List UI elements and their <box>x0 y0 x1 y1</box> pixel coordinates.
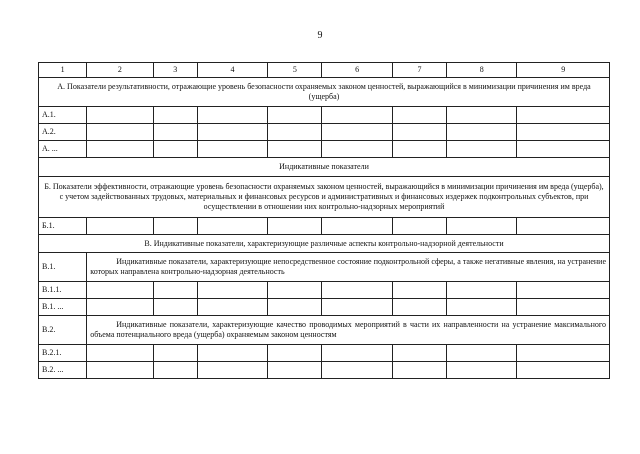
section-v-header-row <box>39 235 610 253</box>
page-number: 9 <box>317 30 323 41</box>
table-row <box>39 218 610 235</box>
cell <box>268 124 322 141</box>
cell <box>517 218 610 235</box>
cell <box>517 362 610 379</box>
column-header: 2 <box>87 63 153 78</box>
indicators-table <box>38 62 610 379</box>
cell <box>153 362 197 379</box>
cell <box>87 124 153 141</box>
section-v2-text: Индикативные показатели, характеризующие качество проводимых мероприятий в части их направленности на устранение максимального объема потенциального вреда (ущерба) охраняемым законом ценностям <box>87 316 610 345</box>
section-a-header-row <box>39 78 610 107</box>
section-v1-text: Индикативные показатели, характеризующие непосредственное состояние подконтрольной сферы, а также негативные явления, на устранение которых направлена контрольно-надзорная деятельность <box>87 253 610 282</box>
cell <box>197 362 267 379</box>
row-code: А.2. <box>39 124 87 141</box>
cell <box>87 282 153 299</box>
table-row <box>39 282 610 299</box>
cell <box>197 345 267 362</box>
row-code: В.2.1. <box>39 345 87 362</box>
table-row <box>39 362 610 379</box>
section-v1-row <box>39 253 610 282</box>
indicative-header: Индикативные показатели <box>39 158 610 177</box>
row-code: А. ... <box>39 141 87 158</box>
cell <box>197 107 267 124</box>
cell <box>447 141 517 158</box>
row-code: В.2. <box>39 316 87 345</box>
section-b-title: Б. Показатели эффективности, отражающие уровень безопасности охраняемых законом ценностей, выражающийся в минимизации причинения им вреда (ущерба), с учетом задействованных трудовых, материальных и финансовых ресурсов и административных и финансовых издержек подконтрольных субъектов, при осуществлении в отношении них контрольно-надзорных мероприятий <box>39 177 610 218</box>
indicative-header-row <box>39 158 610 177</box>
column-header: 1 <box>39 63 87 78</box>
table-row <box>39 299 610 316</box>
cell <box>268 299 322 316</box>
cell <box>87 141 153 158</box>
row-code: В.2. ... <box>39 362 87 379</box>
cell <box>153 218 197 235</box>
cell <box>268 107 322 124</box>
cell <box>392 362 446 379</box>
cell <box>517 282 610 299</box>
cell <box>447 218 517 235</box>
column-header: 9 <box>517 63 610 78</box>
section-v2-row <box>39 316 610 345</box>
cell <box>197 141 267 158</box>
table-row <box>39 345 610 362</box>
cell <box>153 299 197 316</box>
cell <box>153 141 197 158</box>
cell <box>517 345 610 362</box>
cell <box>517 107 610 124</box>
cell <box>517 141 610 158</box>
table-row <box>39 107 610 124</box>
cell <box>322 141 392 158</box>
cell <box>392 141 446 158</box>
cell <box>392 282 446 299</box>
section-a-title: А. Показатели результативности, отражающие уровень безопасности охраняемых законом ценностей, выражающийся в минимизации причинения им вреда (ущерба) <box>39 78 610 107</box>
cell <box>517 299 610 316</box>
cell <box>447 299 517 316</box>
cell <box>87 218 153 235</box>
cell <box>197 299 267 316</box>
cell <box>197 218 267 235</box>
row-code: В.1. ... <box>39 299 87 316</box>
row-code: В.1.1. <box>39 282 87 299</box>
cell <box>268 345 322 362</box>
cell <box>87 345 153 362</box>
cell <box>268 282 322 299</box>
row-code: В.1. <box>39 253 87 282</box>
column-header: 8 <box>447 63 517 78</box>
section-b-header-row <box>39 177 610 218</box>
cell <box>447 362 517 379</box>
cell <box>392 218 446 235</box>
cell <box>322 362 392 379</box>
cell <box>87 107 153 124</box>
cell <box>87 299 153 316</box>
column-header: 7 <box>392 63 446 78</box>
table-row <box>39 124 610 141</box>
cell <box>392 107 446 124</box>
cell <box>392 299 446 316</box>
cell <box>153 107 197 124</box>
cell <box>153 282 197 299</box>
column-header: 3 <box>153 63 197 78</box>
cell <box>322 124 392 141</box>
cell <box>197 282 267 299</box>
cell <box>322 345 392 362</box>
cell <box>447 345 517 362</box>
cell <box>153 124 197 141</box>
cell <box>517 124 610 141</box>
cell <box>322 218 392 235</box>
cell <box>153 345 197 362</box>
cell <box>447 124 517 141</box>
cell <box>447 107 517 124</box>
cell <box>322 107 392 124</box>
column-header: 6 <box>322 63 392 78</box>
section-v-title: В. Индикативные показатели, характеризующие различные аспекты контрольно-надзорной деятельности <box>39 235 610 253</box>
column-header: 5 <box>268 63 322 78</box>
cell <box>322 282 392 299</box>
table-row <box>39 141 610 158</box>
column-number-row <box>39 63 610 78</box>
cell <box>197 124 267 141</box>
row-code: Б.1. <box>39 218 87 235</box>
cell <box>268 141 322 158</box>
cell <box>87 362 153 379</box>
column-header: 4 <box>197 63 267 78</box>
cell <box>447 282 517 299</box>
cell <box>322 299 392 316</box>
cell <box>392 124 446 141</box>
cell <box>392 345 446 362</box>
cell <box>268 218 322 235</box>
row-code: А.1. <box>39 107 87 124</box>
cell <box>268 362 322 379</box>
